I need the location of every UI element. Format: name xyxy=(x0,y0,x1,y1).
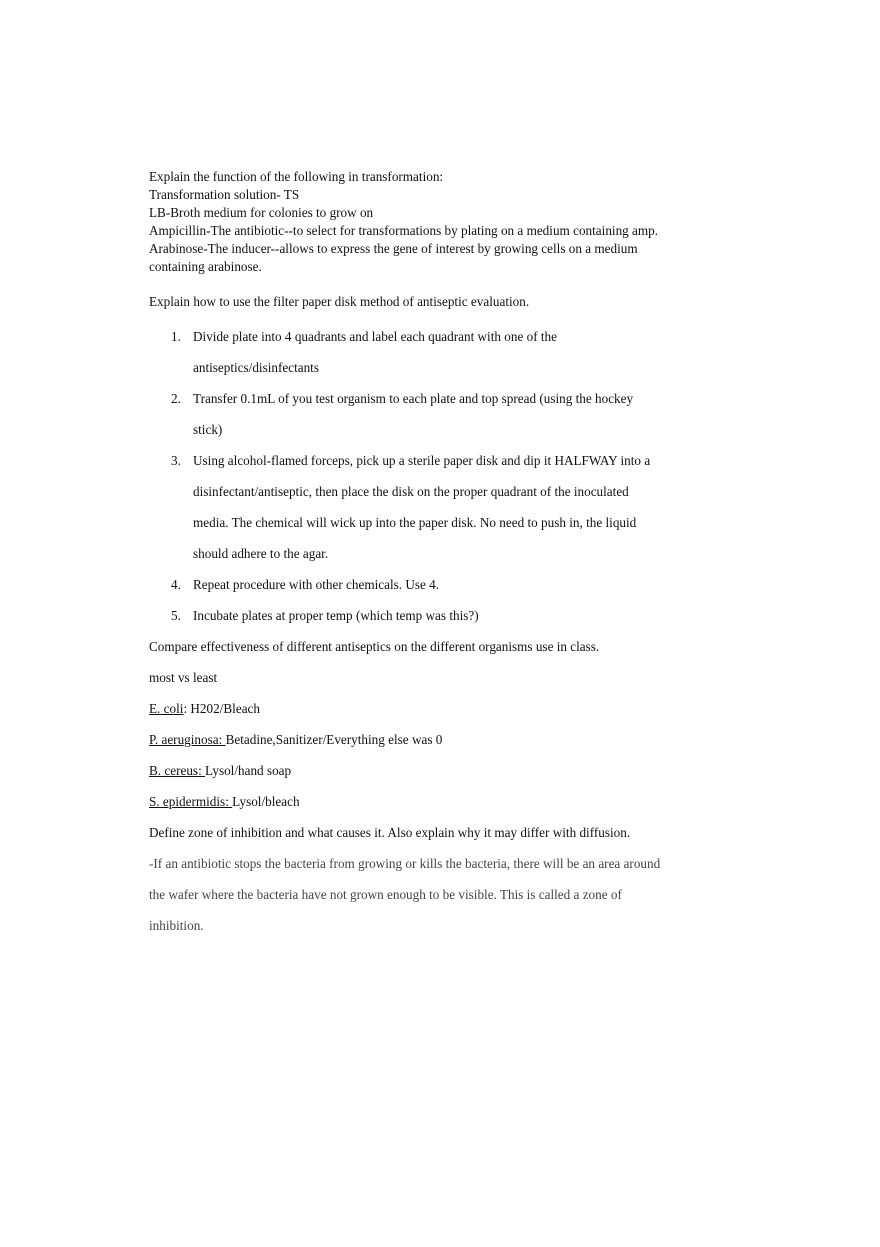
organism-antiseptics: Betadine,Sanitizer/Everything else was 0 xyxy=(225,732,443,747)
list-item xyxy=(149,600,749,631)
step-text: Transfer 0.1mL of you test organism to each plate and top spread (using the hockey xyxy=(193,391,634,406)
step-number: 3. xyxy=(171,453,181,468)
list-item xyxy=(149,383,749,445)
section1-line: Ampicillin-The antibiotic--to select for transformations by plating on a medium containing amp. xyxy=(149,223,659,238)
answer-line: inhibition. xyxy=(149,918,204,933)
list-item xyxy=(149,569,749,600)
step-text: Divide plate into 4 quadrants and label each quadrant with one of the xyxy=(193,329,558,344)
organism-name: P. aeruginosa: xyxy=(149,732,226,747)
list-item xyxy=(149,445,749,569)
section3-heading: Compare effectiveness of different antiseptics on the different organisms use in class. xyxy=(149,639,600,654)
step-number: 1. xyxy=(171,329,181,344)
step-number: 2. xyxy=(171,391,181,406)
document-body xyxy=(149,168,749,941)
organism-antiseptics: Lysol/bleach xyxy=(232,794,300,809)
organism-name: B. cereus: xyxy=(149,763,206,778)
section1-heading: Explain the function of the following in transformation: xyxy=(149,169,444,184)
organism-name: E. coli xyxy=(149,701,184,716)
section1-line: Transformation solution- TS xyxy=(149,187,300,202)
step-text: media. The chemical will wick up into the paper disk. No need to push in, the liquid xyxy=(193,515,637,530)
procedure-list xyxy=(149,321,749,631)
answer-line: the wafer where the bacteria have not grown enough to be visible. This is called a zone of xyxy=(149,887,622,902)
step-text: disinfectant/antiseptic, then place the disk on the proper quadrant of the inoculated xyxy=(193,484,629,499)
organism-result: E. coli: H202/Bleach xyxy=(149,701,260,716)
organism-antiseptics: H202/Bleach xyxy=(190,701,260,716)
step-number: 4. xyxy=(171,577,181,592)
section1-line: containing arabinose. xyxy=(149,259,262,274)
step-text: Incubate plates at proper temp (which temp was this?) xyxy=(193,608,479,623)
answer-line: -If an antibiotic stops the bacteria from growing or kills the bacteria, there will be an area around xyxy=(149,856,661,871)
step-text: Repeat procedure with other chemicals. Use 4. xyxy=(193,577,440,592)
step-text: Using alcohol-flamed forceps, pick up a sterile paper disk and dip it HALFWAY into a xyxy=(193,453,651,468)
organism-result xyxy=(149,755,749,786)
section2-heading: Explain how to use the filter paper disk method of antiseptic evaluation. xyxy=(149,294,530,309)
step-text: antiseptics/disinfectants xyxy=(193,360,319,375)
list-item xyxy=(149,321,749,383)
section4-heading: Define zone of inhibition and what causes it. Also explain why it may differ with diffusion. xyxy=(149,825,631,840)
step-text: should adhere to the agar. xyxy=(193,546,329,561)
step-number: 5. xyxy=(171,608,181,623)
organism-result xyxy=(149,786,749,817)
organism-antiseptics: Lysol/hand soap xyxy=(205,763,292,778)
organism-result xyxy=(149,724,749,755)
section3-subheading: most vs least xyxy=(149,670,218,685)
step-text: stick) xyxy=(193,422,223,437)
section1-line: Arabinose-The inducer--allows to express the gene of interest by growing cells on a medium xyxy=(149,241,638,256)
section1-line: LB-Broth medium for colonies to grow on xyxy=(149,205,374,220)
organism-name: S. epidermidis: xyxy=(149,794,233,809)
